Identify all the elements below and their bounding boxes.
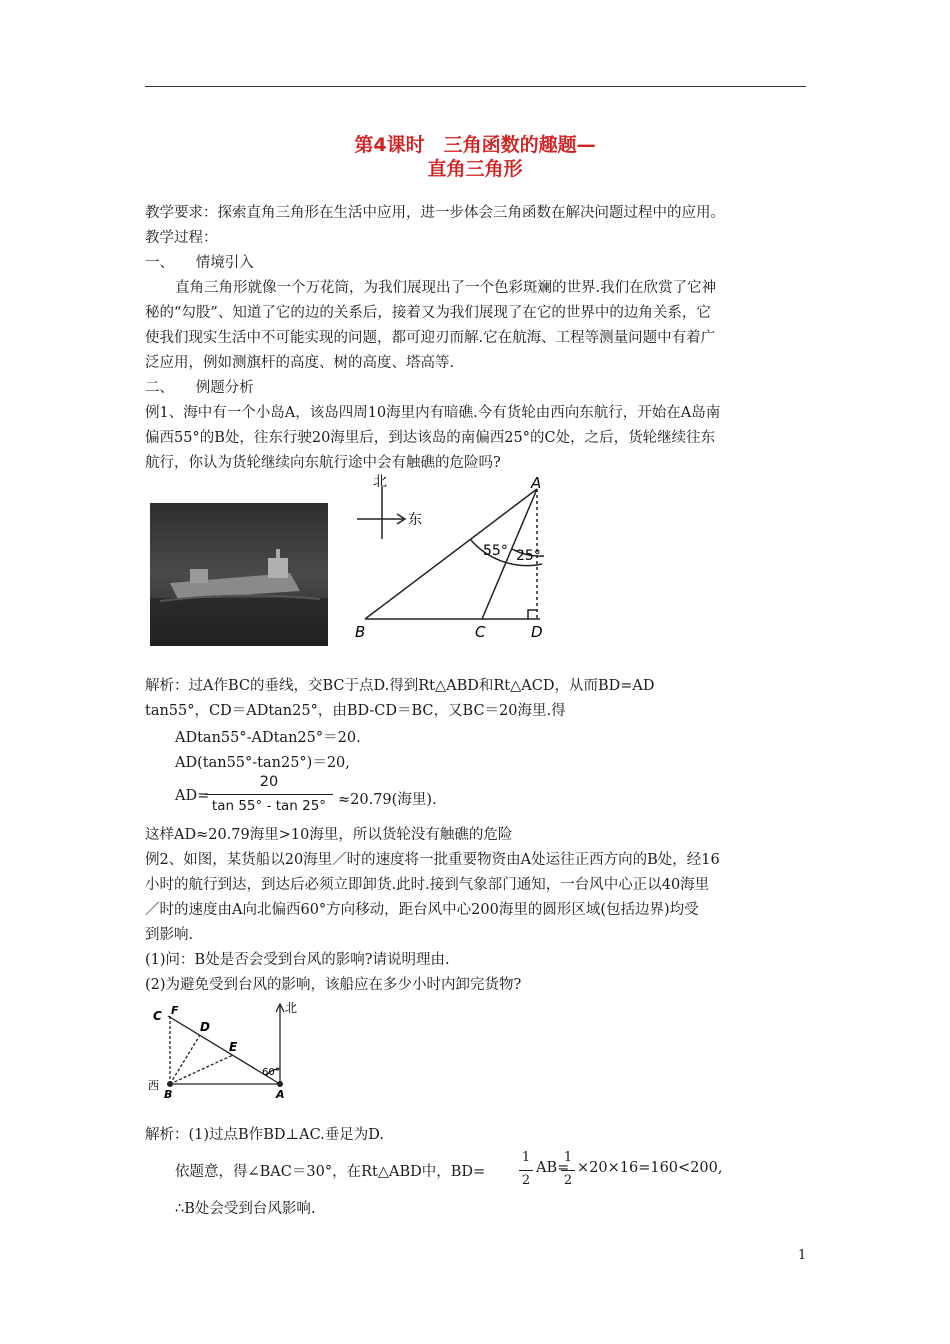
ad-formula-result: ≈20.79(海里). (338, 792, 437, 808)
analysis-1-line-2: tan55°，CD＝ADtan25°，由BD-CD＝BC，又BC＝20海里.得 (145, 703, 566, 719)
ad-fraction-bar (205, 794, 333, 795)
fig1-angle-55: 55° (483, 543, 508, 559)
fig1-north-label: 北 (373, 474, 387, 490)
fig2-label-C: C (153, 1009, 162, 1023)
section-1-heading: 一、 情境引入 (145, 255, 254, 271)
ship-photo (150, 503, 328, 646)
fig1-angle-25: 25° (516, 548, 541, 564)
fig2-label-B: B (164, 1088, 173, 1101)
example-2-line-4: 到影响. (145, 927, 194, 943)
fig2-label-D: D (200, 1020, 210, 1034)
fig2-angle-60: 60° (262, 1067, 280, 1078)
page-number: 1 (798, 1248, 807, 1263)
fig2-west-label: 西 (148, 1079, 159, 1092)
figure-1-diagram (345, 473, 575, 645)
analysis-1-conclusion: 这样AD≈20.79海里>10海里，所以货轮没有触礁的危险 (145, 827, 513, 843)
bd-formula-result: ×20×16=160<200, (577, 1160, 723, 1176)
frac2-bar (561, 1170, 575, 1171)
frac2-numerator: 1 (563, 1150, 573, 1165)
frac1-bar (519, 1170, 533, 1171)
question-2: (2)为避免受到台风的影响，该船应在多少小时内卸完货物? (145, 977, 522, 993)
intro-line-1: 直角三角形就像一个万花筒，为我们展现出了一个色彩斑斓的世界.我们在欣赏了它神 (175, 280, 717, 296)
fig1-label-B: B (355, 623, 366, 641)
analysis-1-line-4: AD(tan55°-tan25°)＝20, (175, 755, 350, 771)
bd-formula-ab: AB= (536, 1160, 570, 1176)
fig1-label-A: A (531, 474, 542, 492)
example-2-line-2: 小时的航行到达，到达后必须立即卸货.此时.接到气象部门通知，一台风中心正以40海里 (145, 877, 710, 893)
figure-2-diagram (145, 998, 315, 1102)
bd-formula (175, 1150, 775, 1194)
example-2-line-3: ／时的速度由A向北偏西60°方向移动，距台风中心200海里的圆形区域(包括边界)均受 (145, 902, 699, 918)
analysis-2-line-1: 解析：(1)过点B作BD⊥AC.垂足为D. (145, 1127, 384, 1143)
fig1-label-D: D (531, 623, 543, 641)
bd-formula-prefix: 依题意，得∠BAC＝30°，在Rt△ABD中，BD= (175, 1164, 486, 1180)
fig2-label-F: F (171, 1004, 179, 1017)
intro-line-2: 秘的“勾股”、知道了它的边的关系后，接着又为我们展现了在它的世界中的边角关系，它 (145, 305, 711, 321)
ad-fraction-denominator: tan 55° - tan 25° (211, 798, 327, 814)
analysis-1-line-3: ADtan55°-ADtan25°＝20. (175, 730, 361, 746)
frac2-denominator: 2 (563, 1173, 573, 1188)
analysis-1-line-1: 解析：过A作BC的垂线，交BC于点D.得到Rt△ABD和Rt△ACD，从而BD=AD (145, 678, 655, 694)
title-line-1: 第4课时 三角函数的趣题— (354, 134, 596, 156)
section-2-heading: 二、 例题分析 (145, 380, 254, 396)
ad-fraction-numerator: 20 (259, 774, 279, 790)
ad-formula (175, 774, 495, 820)
header-rule (145, 86, 806, 87)
fig1-label-C: C (475, 623, 486, 641)
teaching-requirement: 教学要求：探索直角三角形在生活中应用，进一步体会三角函数在解决问题过程中的应用。 (145, 205, 725, 221)
frac1-denominator: 2 (521, 1173, 531, 1188)
fig1-east-label: 东 (408, 512, 422, 528)
question-1: (1)问：B处是否会受到台风的影响?请说明理由. (145, 952, 450, 968)
frac1-numerator: 1 (521, 1150, 531, 1165)
analysis-2-conclusion: ∴B处会受到台风影响. (175, 1201, 316, 1217)
fig2-north-label: 北 (285, 1001, 298, 1015)
fig2-label-A: A (276, 1088, 285, 1101)
intro-line-4: 泛应用，例如测旗杆的高度、树的高度、塔高等. (145, 355, 455, 371)
fig2-label-E: E (229, 1040, 238, 1054)
example-2-line-1: 例2、如图，某货船以20海里／时的速度将一批重要物资由A处运往正西方向的B处，经16 (145, 852, 720, 868)
example-1-line-3: 航行，你认为货轮继续向东航行途中会有触礁的危险吗? (145, 455, 501, 471)
teaching-process-label: 教学过程： (145, 230, 218, 246)
title-line-2: 直角三角形 (427, 158, 523, 180)
ad-formula-prefix: AD= (175, 788, 210, 804)
intro-line-3: 使我们现实生活中不可能实现的问题，都可迎刃而解.它在航海、工程等测量问题中有着广 (145, 330, 716, 346)
example-1-line-2: 偏西55°的B处，往东行驶20海里后，到达该岛的南偏西25°的C处，之后，货轮继续往东 (145, 430, 716, 446)
example-1-line-1: 例1、海中有一个小岛A，该岛四周10海里内有暗礁.今有货轮由西向东航行，开始在A岛南 (145, 405, 721, 421)
